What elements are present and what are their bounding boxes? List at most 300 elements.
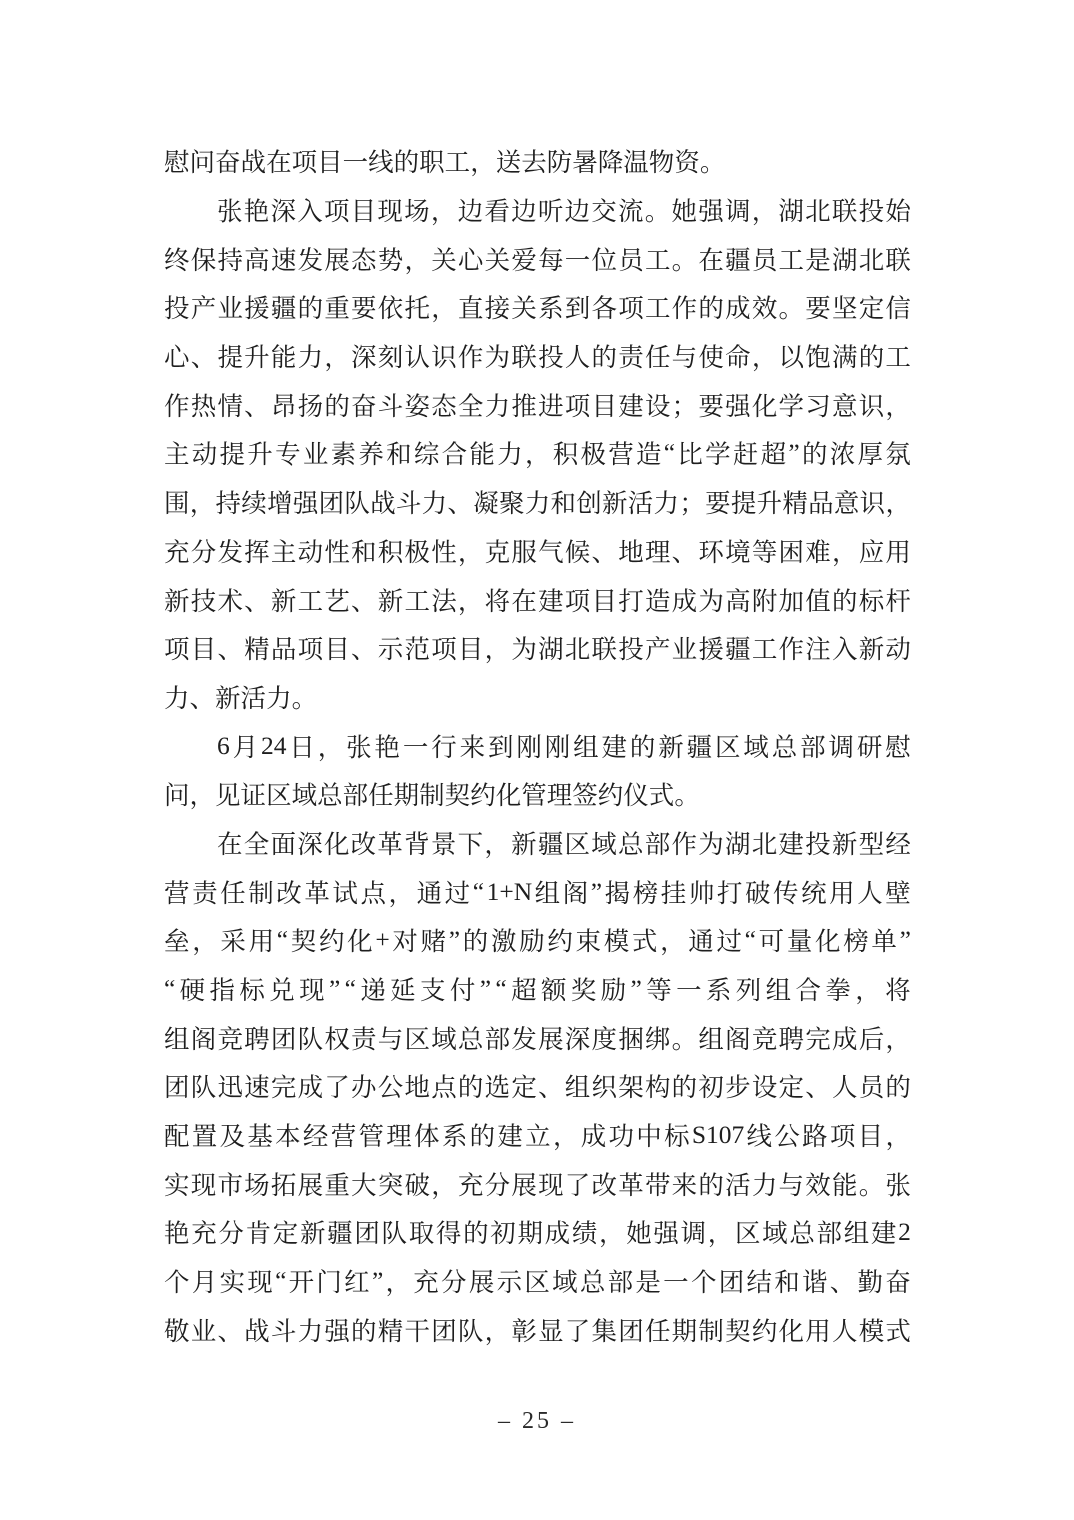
text-line <box>164 916 911 965</box>
text-token: + <box>375 925 390 955</box>
text-token: 营 <box>164 878 190 908</box>
text-token: 经 <box>885 829 911 859</box>
text-token: 意 <box>831 391 858 421</box>
text-token: 深 <box>564 1024 591 1054</box>
text-token: 项 <box>564 391 591 421</box>
text-token: 防 <box>546 148 573 178</box>
text-token: 通 <box>416 878 443 908</box>
text-token: 奋 <box>215 148 241 178</box>
text-token: 。 <box>671 245 698 275</box>
text-token: 精 <box>782 489 808 519</box>
text-token: 境 <box>725 537 751 567</box>
text-token: 值 <box>805 586 831 616</box>
text-token: 投 <box>164 294 190 324</box>
text-token: ” <box>448 925 461 955</box>
text-token: 月 <box>191 1268 218 1298</box>
text-token: 绑 <box>644 1024 671 1054</box>
text-token: 改 <box>276 878 302 908</box>
text-token: 要 <box>351 294 377 324</box>
text-token: 目 <box>591 586 618 616</box>
text-token: ， <box>552 1122 579 1152</box>
text-token: ” <box>630 974 642 1004</box>
text-token: 在 <box>217 829 243 859</box>
text-token: 区 <box>524 1268 550 1298</box>
text-token: 充 <box>457 1170 484 1200</box>
text-token: 充 <box>164 537 190 567</box>
text-token: 杆 <box>885 586 911 616</box>
text-token: 心 <box>457 245 484 275</box>
text-token: 养 <box>358 440 384 470</box>
text-token: 额 <box>540 976 567 1006</box>
text-token: 聘 <box>244 1024 270 1054</box>
text-token: 成 <box>580 1122 607 1152</box>
text-token: 破 <box>404 1170 430 1200</box>
text-token: 团 <box>270 1024 297 1054</box>
text-token: 建 <box>778 829 804 859</box>
text-token: 肯 <box>245 1219 272 1249</box>
text-token: 研 <box>856 732 883 762</box>
text-token: 认 <box>404 343 430 373</box>
text-token: 。 <box>699 148 726 178</box>
text-token: 背 <box>404 829 430 859</box>
text-token: 项 <box>564 586 591 616</box>
text-token: 竞 <box>217 1024 243 1054</box>
text-token: 人 <box>831 1073 858 1103</box>
text-token: 服 <box>511 537 537 567</box>
text-token: 态 <box>351 245 377 275</box>
text-token: 疆 <box>270 294 297 324</box>
text-token: 效 <box>805 1170 831 1200</box>
text-token: 、 <box>217 635 243 665</box>
text-token: 调 <box>724 197 751 227</box>
text-token: “ <box>472 876 485 906</box>
text-token: ， <box>457 537 484 567</box>
text-token: 目 <box>190 635 217 665</box>
text-token: ” <box>899 925 911 955</box>
text-token: 性 <box>324 537 350 567</box>
text-token: 北 <box>564 635 591 665</box>
text-token: 新 <box>658 732 684 762</box>
text-token: 战 <box>240 148 267 178</box>
text-token: 一 <box>676 976 702 1006</box>
text-token: 队 <box>381 1219 408 1249</box>
text-token: 艳 <box>374 732 400 762</box>
text-token: ， <box>431 1170 457 1200</box>
text-token: 项 <box>618 294 644 324</box>
text-token: 化 <box>751 391 778 421</box>
text-token: 新 <box>215 683 241 713</box>
text-token: 制 <box>248 878 274 908</box>
text-token: 标 <box>239 976 265 1006</box>
text-token: 能 <box>831 1170 858 1200</box>
text-token: 深 <box>297 829 323 859</box>
text-line <box>164 819 911 868</box>
text-token: 地 <box>404 1073 430 1103</box>
text-token: 是 <box>805 245 831 275</box>
text-token: 项 <box>323 197 350 227</box>
text-token: 责 <box>351 1024 377 1054</box>
text-token: 在 <box>511 586 537 616</box>
text-token: 面 <box>270 829 296 859</box>
text-token: 用 <box>885 537 911 567</box>
text-token: 团 <box>318 489 345 519</box>
text-token: 升 <box>756 489 783 519</box>
text-token: 市 <box>217 1170 243 1200</box>
text-token: 拓 <box>270 1170 297 1200</box>
text-token: 关 <box>511 294 537 324</box>
text-token: 工 <box>644 245 671 275</box>
text-token: 流 <box>618 197 644 227</box>
text-line <box>164 1257 911 1306</box>
text-token: 人 <box>857 878 883 908</box>
text-token: “ <box>276 925 289 955</box>
text-token: 力 <box>266 683 292 713</box>
text-token: 新 <box>299 1219 326 1249</box>
text-token: 用 <box>805 1316 831 1346</box>
text-token: 她 <box>671 197 697 227</box>
text-token: 去 <box>521 148 547 178</box>
text-token: 看 <box>484 197 510 227</box>
text-token: 合 <box>441 440 468 470</box>
text-line <box>164 137 911 186</box>
text-token: 个 <box>690 1268 717 1298</box>
text-token: 慰 <box>885 732 911 762</box>
text-token: 理 <box>644 537 671 567</box>
text-token: 契 <box>290 927 317 957</box>
text-token: 保 <box>190 245 217 275</box>
text-token: 团 <box>618 1316 644 1346</box>
text-token: ” <box>328 974 341 1004</box>
text-token: ， <box>885 391 911 421</box>
text-token: 新 <box>831 829 858 859</box>
text-token: 迅 <box>217 1073 243 1103</box>
text-token: 统 <box>801 878 827 908</box>
text-token: 力 <box>421 489 448 519</box>
text-token: 景 <box>430 829 457 859</box>
text-token: 打 <box>618 586 644 616</box>
text-token: 敬 <box>164 1316 190 1346</box>
text-token: 依 <box>377 294 404 324</box>
text-token: 定 <box>858 294 885 324</box>
text-token: 功 <box>608 1122 635 1152</box>
text-token: 全 <box>457 391 484 421</box>
text-token: 改 <box>591 1170 618 1200</box>
text-token: 试 <box>332 878 358 908</box>
text-token: 要 <box>698 391 724 421</box>
text-token: 队 <box>344 489 370 519</box>
text-token: 势 <box>377 245 404 275</box>
text-token: 目 <box>317 148 343 178</box>
text-line <box>164 1306 911 1355</box>
text-token: 式 <box>885 1316 911 1346</box>
text-token: 力 <box>297 343 324 373</box>
text-token: 项 <box>164 635 190 665</box>
text-token: 交 <box>591 197 617 227</box>
text-token: 带 <box>644 1170 671 1200</box>
text-line <box>164 721 911 770</box>
text-token: 斗 <box>377 391 404 421</box>
text-token: ， <box>599 1219 625 1249</box>
text-token: 大 <box>351 1170 377 1200</box>
text-token: 成 <box>544 1219 571 1249</box>
text-token: 总 <box>618 829 644 859</box>
text-token: 化 <box>815 927 841 957</box>
text-token: 联 <box>831 197 858 227</box>
text-token: 新 <box>377 586 404 616</box>
text-token: 区 <box>266 781 292 811</box>
text-token: 克 <box>484 537 511 567</box>
text-token: ， <box>484 1316 511 1346</box>
text-token: 成 <box>725 294 751 324</box>
text-token: 励 <box>600 976 627 1006</box>
text-token: 付 <box>449 976 476 1006</box>
text-token: 组 <box>698 1024 724 1054</box>
text-line <box>164 332 911 381</box>
text-token: ， <box>885 1122 911 1152</box>
text-token: 部 <box>800 732 826 762</box>
text-token: 投 <box>538 343 564 373</box>
text-token: 建 <box>601 732 627 762</box>
text-token: 命 <box>725 343 751 373</box>
text-token: 系 <box>441 1122 468 1152</box>
text-token: 品 <box>808 489 834 519</box>
text-token: 提 <box>219 440 246 470</box>
text-token: 的 <box>802 440 828 470</box>
text-token: 励 <box>519 927 545 957</box>
text-token: 成 <box>831 1024 858 1054</box>
text-token: 部 <box>607 1268 634 1298</box>
text-token: 过 <box>444 878 471 908</box>
text-token: ； <box>671 391 698 421</box>
text-token: 一 <box>402 732 429 762</box>
text-token: 联 <box>591 635 618 665</box>
text-token: 总 <box>457 1024 484 1054</box>
text-token: 约 <box>470 781 496 811</box>
text-token: 极 <box>580 440 606 470</box>
text-token: 揭 <box>604 878 631 908</box>
text-token: 的 <box>351 1316 377 1346</box>
text-token: 期 <box>517 1219 543 1249</box>
text-token: 结 <box>746 1268 772 1298</box>
text-token: 营 <box>608 440 634 470</box>
text-token: 壁 <box>885 878 911 908</box>
text-token: 一 <box>342 148 369 178</box>
text-line <box>164 867 911 916</box>
text-token: 建 <box>618 391 644 421</box>
text-token: 日 <box>289 732 315 762</box>
text-token: 术 <box>217 586 243 616</box>
text-token: 。 <box>291 683 318 713</box>
text-token: 聘 <box>778 1024 805 1054</box>
text-token: 张 <box>217 197 243 227</box>
text-token: ” <box>371 1266 384 1296</box>
text-token: ” <box>590 876 603 906</box>
text-token: 力 <box>164 683 190 713</box>
text-token: 支 <box>420 976 446 1006</box>
text-token: 超 <box>511 976 537 1006</box>
text-token: 调 <box>828 732 854 762</box>
text-token: 员 <box>858 1073 885 1103</box>
text-token: 为 <box>511 635 537 665</box>
text-token: “ <box>344 974 356 1004</box>
text-token: 每 <box>538 245 564 275</box>
text-token: 榜 <box>632 878 659 908</box>
text-token: 办 <box>351 1073 377 1103</box>
text-token: “ <box>663 438 676 468</box>
text-token: 品 <box>270 635 297 665</box>
text-token: 系 <box>705 976 732 1006</box>
text-line <box>164 1013 911 1062</box>
text-token: 的 <box>698 294 724 324</box>
text-token: 的 <box>629 732 656 762</box>
text-token: 业 <box>190 1316 217 1346</box>
text-token: 式 <box>631 927 658 957</box>
text-token: 厚 <box>857 440 884 470</box>
text-token: 域 <box>552 1268 578 1298</box>
text-token: 目 <box>591 391 618 421</box>
text-token: 要 <box>705 489 731 519</box>
text-token: 总 <box>579 1268 606 1298</box>
text-token: 管 <box>521 781 547 811</box>
text-token: 指 <box>209 976 236 1006</box>
text-token: 问 <box>189 148 216 178</box>
text-token: 挥 <box>244 537 270 567</box>
text-token: 兑 <box>269 976 295 1006</box>
text-token: 化 <box>778 1316 805 1346</box>
text-token: 在 <box>266 148 292 178</box>
text-token: 1+N <box>486 876 533 906</box>
text-token: 基 <box>247 1122 273 1152</box>
text-token: ， <box>324 343 350 373</box>
text-token: 激 <box>490 927 517 957</box>
text-token: 积 <box>377 537 404 567</box>
text-token: 持 <box>217 245 243 275</box>
text-token: 等 <box>751 537 778 567</box>
text-token: 识 <box>858 391 885 421</box>
text-token: 北 <box>751 829 778 859</box>
text-token: 重 <box>324 1170 350 1200</box>
text-token: 热 <box>190 391 217 421</box>
text-token: 意 <box>833 489 860 519</box>
text-token: 、 <box>351 586 377 616</box>
text-token: 凝 <box>473 489 499 519</box>
text-token: 展 <box>324 245 350 275</box>
text-token: 的 <box>831 586 858 616</box>
text-line <box>164 527 911 576</box>
text-line <box>164 965 911 1014</box>
text-token: 榜 <box>843 927 869 957</box>
text-token: 作 <box>457 343 484 373</box>
text-token: ， <box>484 635 511 665</box>
text-token: 工 <box>751 635 778 665</box>
text-token: 开 <box>288 1268 315 1298</box>
text-token: 物 <box>648 148 675 178</box>
text-token: 部 <box>816 1219 843 1249</box>
text-token: ， <box>404 245 430 275</box>
text-token: 素 <box>330 440 357 470</box>
text-token: 终 <box>164 245 190 275</box>
text-token: 完 <box>270 1073 297 1103</box>
text-token: 学 <box>778 391 805 421</box>
text-token: 态 <box>431 391 457 421</box>
text-token: 本 <box>275 1122 301 1152</box>
text-token: ， <box>457 586 484 616</box>
text-token: 在 <box>698 245 724 275</box>
text-token: 域 <box>291 781 318 811</box>
text-token: 干 <box>404 1316 430 1346</box>
text-token: 职 <box>419 148 445 178</box>
text-token: 、 <box>190 343 217 373</box>
text-token: 队 <box>457 1316 484 1346</box>
text-token: 工 <box>778 245 805 275</box>
text-token: 增 <box>267 489 293 519</box>
text-token: 组 <box>573 732 599 762</box>
text-token: 可 <box>758 927 785 957</box>
text-token: 地 <box>618 537 644 567</box>
text-token: 架 <box>618 1073 644 1103</box>
text-token: 到 <box>564 294 591 324</box>
text-token: 的 <box>698 1170 724 1200</box>
text-token: 投 <box>618 635 644 665</box>
text-token: 高 <box>725 586 751 616</box>
text-token: 总 <box>771 732 798 762</box>
text-token: 后 <box>858 1024 885 1054</box>
text-token: 制 <box>698 1316 724 1346</box>
text-token: 模 <box>603 927 630 957</box>
text-token: ， <box>885 1024 911 1054</box>
text-token: 应 <box>858 537 885 567</box>
text-token: 选 <box>484 1073 511 1103</box>
text-token: 援 <box>698 635 724 665</box>
text-token: 疆 <box>725 635 751 665</box>
text-token: 心 <box>164 343 190 373</box>
text-token: 聚 <box>498 489 525 519</box>
text-token: 团 <box>354 1219 380 1249</box>
text-line <box>164 283 911 332</box>
text-token: 组 <box>843 1219 870 1249</box>
text-token: ， <box>470 148 496 178</box>
text-token: 力 <box>297 1316 324 1346</box>
text-token: 工 <box>644 294 671 324</box>
text-token: 超 <box>760 440 787 470</box>
text-token: 作 <box>671 294 698 324</box>
text-token: 奋 <box>351 391 377 421</box>
text-token: 力 <box>497 440 523 470</box>
text-token: 传 <box>773 878 799 908</box>
text-token: 签 <box>572 781 598 811</box>
text-token: 实 <box>164 1170 190 1200</box>
text-token: 定 <box>778 1073 805 1103</box>
text-token: 工 <box>885 343 911 373</box>
text-token: 约 <box>597 781 624 811</box>
text-token: 和 <box>774 1268 800 1298</box>
text-token: 和 <box>351 537 377 567</box>
text-token: 将 <box>484 586 511 616</box>
text-token: 体 <box>414 1122 440 1152</box>
text-token: 联 <box>885 245 911 275</box>
text-token: 总 <box>317 781 343 811</box>
text-token: 步 <box>725 1073 751 1103</box>
text-token: 区 <box>404 1024 430 1054</box>
text-token: ， <box>189 781 216 811</box>
text-token: 员 <box>751 245 778 275</box>
text-token: 域 <box>431 1024 457 1054</box>
text-token: 边 <box>457 197 484 227</box>
text-token: 现 <box>247 1268 273 1298</box>
text-token: 现 <box>538 1170 564 1200</box>
text-token: 气 <box>538 537 564 567</box>
text-token: 作 <box>671 829 697 859</box>
